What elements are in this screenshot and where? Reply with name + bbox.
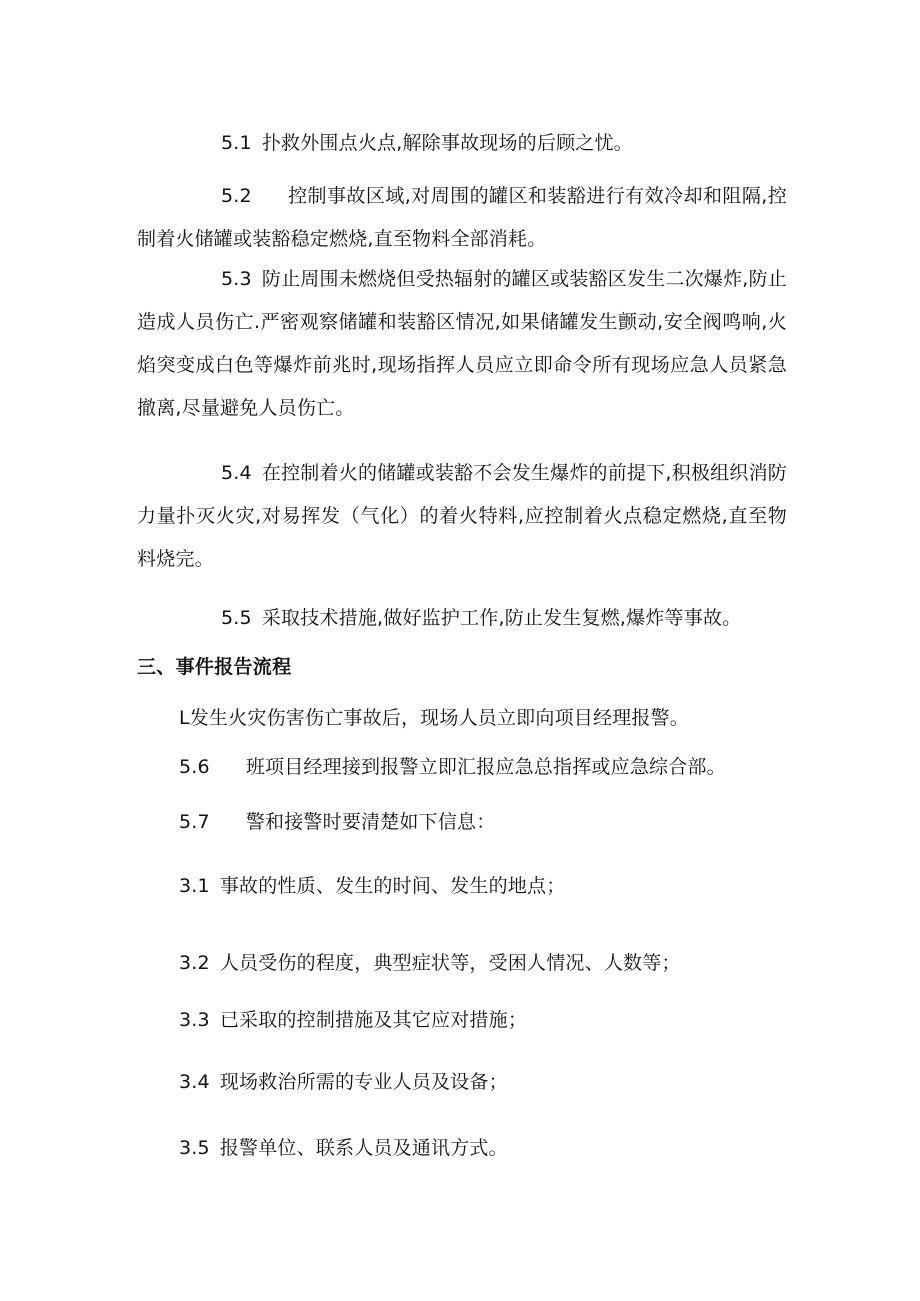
- item-number: 3.5: [179, 1137, 210, 1159]
- report-line-5-7: [179, 807, 495, 837]
- item-number: 5.6: [179, 756, 210, 778]
- line-text: L发生火灾伤害伤亡事故后，现场人员立即向项目经理报警。: [179, 707, 689, 729]
- item-text: 采取技术措施,做好监护工作,防止发生复燃,爆炸等事故。: [261, 607, 742, 629]
- item-number: 5.5: [221, 607, 252, 629]
- item-number: 5.4: [221, 462, 252, 484]
- item-number: 3.4: [179, 1071, 210, 1093]
- paragraph-5-2: [137, 175, 787, 261]
- paragraph-5-1: [137, 122, 787, 165]
- line-text: 事故的性质、发生的时间、发生的地点；: [219, 875, 566, 897]
- report-line-3-3: [179, 1005, 527, 1035]
- item-text: 扑救外围点火点,解除事故现场的后顾之忧。: [261, 132, 633, 154]
- line-text: 班项目经理接到报警立即汇报应急总指挥或应急综合部。: [245, 756, 726, 778]
- line-text: 人员受伤的程度，典型症状等，受困人情况、人数等；: [219, 952, 681, 974]
- line-text: 报警单位、联系人员及通讯方式。: [219, 1137, 508, 1159]
- report-line-3-1: [179, 871, 565, 901]
- item-text: 防止周围未燃烧但受热辐射的罐区或装豁区发生二次爆炸,防止造成人员伤亡.严密观察储罐和装豁区情况,如果储罐发生颤动,安全阀鸣响,火焰突变成白色等爆炸前兆时,现场指挥人员应立即命令所有现场应急人员紧急撤离,尽量避免人员伤亡。: [137, 268, 787, 419]
- item-number: 5.2: [221, 185, 252, 207]
- item-text: 在控制着火的储罐或装豁不会发生爆炸的前提下,积极组织消防力量扑灭火灾,对易挥发（气化）的着火特料,应控制着火点稳定燃烧,直至物料烧完。: [137, 462, 787, 570]
- item-number: 3.1: [179, 875, 210, 897]
- item-text: 控制事故区域,对周围的罐区和装豁进行有效冷却和阻隔,控制着火储罐或装豁稳定燃烧,直至物料全部消耗。: [137, 185, 787, 250]
- item-number: 5.1: [221, 132, 252, 154]
- report-line-intro: [179, 703, 689, 733]
- item-number: 3.3: [179, 1009, 210, 1031]
- paragraph-5-4: [137, 452, 787, 581]
- report-line-5-6: [179, 752, 726, 782]
- report-line-3-2: [179, 948, 681, 978]
- item-number: 5.3: [221, 268, 252, 290]
- item-number: 5.7: [179, 811, 210, 833]
- paragraph-5-5: [137, 597, 787, 640]
- paragraph-5-3: [137, 258, 787, 430]
- item-number: 3.2: [179, 952, 210, 974]
- report-line-3-5: [179, 1133, 508, 1163]
- line-text: 现场救治所需的专业人员及设备；: [219, 1071, 508, 1093]
- line-text: 已采取的控制措施及其它应对措施；: [219, 1009, 528, 1031]
- line-text: 警和接警时要清楚如下信息：: [245, 811, 496, 833]
- report-line-3-4: [179, 1067, 508, 1097]
- section-heading: 三、事件报告流程: [137, 656, 292, 678]
